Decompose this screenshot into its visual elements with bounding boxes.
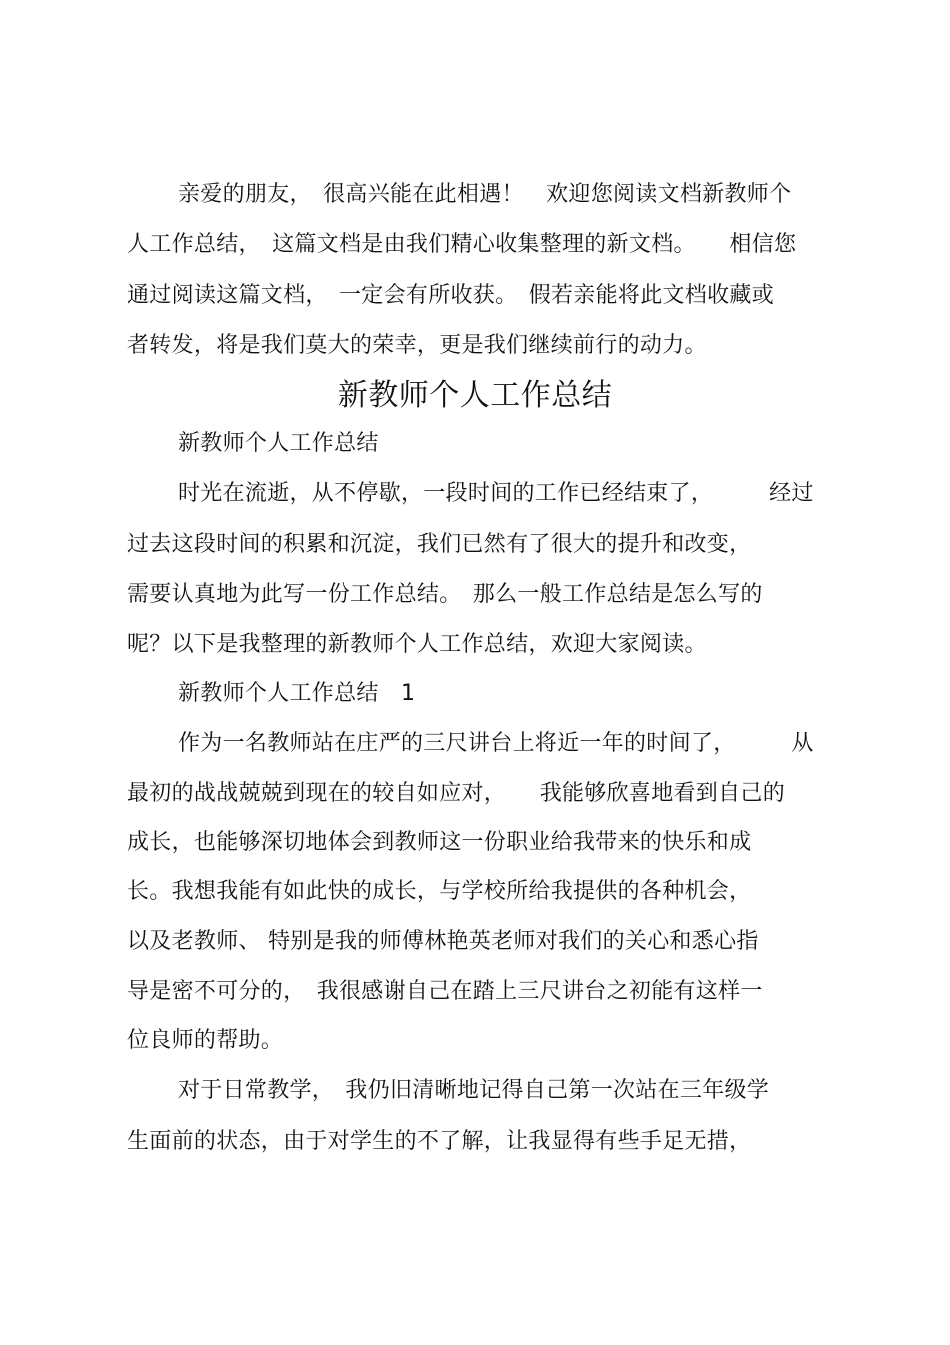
paragraph-2-line-3: 成长，也能够深切地体会到教师这一份职业给我带来的快乐和成 <box>127 830 752 855</box>
paragraph-1-line-4: 呢？以下是我整理的新教师个人工作总结，欢迎大家阅读。 <box>127 632 707 657</box>
paragraph-2-line-4: 长。我想我能有如此快的成长，与学校所给我提供的各种机会， <box>127 879 752 904</box>
paragraph-2-line-6: 导是密不可分的， 我很感谢自己在踏上三尺讲台之初能有这样一 <box>127 979 763 1004</box>
intro-line-1: 亲爱的朋友， 很高兴能在此相遇！ 欢迎您阅读文档新教师个 <box>178 182 792 207</box>
paragraph-1-line-1: 时光在流逝，从不停歇，一段时间的工作已经结束了， 经过 <box>178 481 814 506</box>
intro-line-3: 通过阅读这篇文档， 一定会有所收获。 假若亲能将此文档收藏或 <box>127 283 775 308</box>
document-title: 新教师个人工作总结 <box>337 378 613 413</box>
paragraph-3-line-1: 对于日常教学， 我仍旧清晰地记得自己第一次站在三年级学 <box>178 1078 770 1103</box>
document-subtitle: 新教师个人工作总结 <box>178 431 379 456</box>
paragraph-2-line-2: 最初的战战兢兢到现在的较自如应对， 我能够欣喜地看到自己的 <box>127 781 786 806</box>
intro-line-4: 者转发，将是我们莫大的荣幸，更是我们继续前行的动力。 <box>127 333 707 358</box>
paragraph-3-line-2: 生面前的状态，由于对学生的不了解，让我显得有些手足无措， <box>127 1129 752 1154</box>
intro-line-2: 人工作总结， 这篇文档是由我们精心收集整理的新文档。 相信您 <box>127 232 797 257</box>
paragraph-2-line-5: 以及老教师、 特别是我的师傅林艳英老师对我们的关心和悉心指 <box>127 929 759 954</box>
section-1-heading: 新教师个人工作总结 1 <box>178 681 416 706</box>
paragraph-1-line-3: 需要认真地为此写一份工作总结。 那么一般工作总结是怎么写的 <box>127 582 763 607</box>
paragraph-2-line-7: 位良师的帮助。 <box>127 1028 284 1053</box>
paragraph-1-line-2: 过去这段时间的积累和沉淀，我们已然有了很大的提升和改变， <box>127 532 752 557</box>
paragraph-2-line-1: 作为一名教师站在庄严的三尺讲台上将近一年的时间了， 从 <box>178 731 814 756</box>
